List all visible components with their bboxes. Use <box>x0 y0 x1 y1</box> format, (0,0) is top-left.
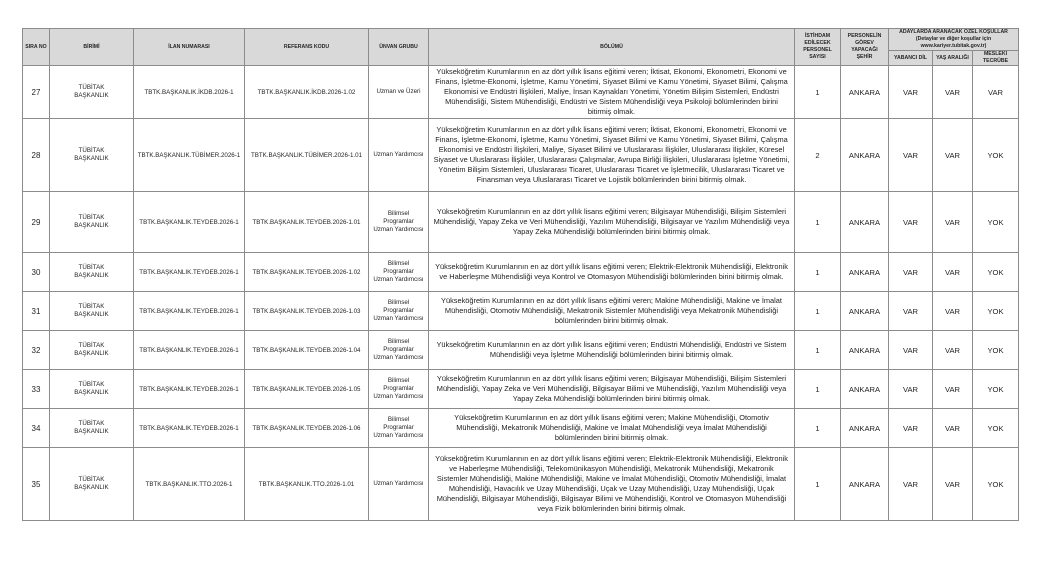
cell-birim <box>50 66 134 119</box>
cell-personel-sayisi: 1 <box>795 192 841 253</box>
header-sehir <box>841 29 889 66</box>
cell-personel-sayisi: 1 <box>795 409 841 448</box>
unvan-line: Uzman Yardımcısı <box>373 276 424 283</box>
document-page <box>22 28 1018 521</box>
cell-bolum: Yükseköğretim Kurumlarının en az dört yıllık lisans eğitimi veren; Makine Mühendisliği, Otomotiv Mühendisliği, Mekatronik Mühendisliği, Makine ve İmalat Mühendisliği veya İmalat Mühendisliği bölümlerinden birini bitirmiş olmak. <box>429 409 795 448</box>
cell-sira-no: 34 <box>23 409 50 448</box>
header-tecrube-line: TECRÜBE <box>982 58 1009 64</box>
header-unvan-grubu: ÜNVAN GRUBU <box>369 29 429 66</box>
cell-yabanci-dil: VAR <box>889 370 933 409</box>
cell-bolum: Yükseköğretim Kurumlarının en az dört yıllık lisans eğitimi veren; İktisat, Ekonomi, Ekonometri, Ekonomi ve Finans, İşletme-Ekonomi, İşletme, Kamu Yönetimi, Siyaset Bilimi ve Kamu Yönetimi, Siyaset Bilimi, Çalışma Ekonomisi ve Endüstri İlişkileri, Maliye, İnsan Kaynakları Yönetimi, Yönetim Bilişim Sistemleri, Endüstri Mühendisliği, Sistem Mühendisliği, Endüstri ve Sistem Mühendisliği veya Psikoloji bölümlerinden birini bitirmiş olmak. <box>429 66 795 119</box>
unvan-line: Bilimsel <box>387 416 410 423</box>
cell-unvan-grubu <box>369 253 429 292</box>
table-body <box>23 66 1019 521</box>
birim-line: BAŞKANLIK <box>74 428 109 435</box>
unvan-line: Uzman Yardımcısı <box>373 226 424 233</box>
cell-bolum: Yükseköğretim Kurumlarının en az dört yıllık lisans eğitimi veren; Elektrik-Elektronik Mühendisliği, Elektronik ve Haberleşme Mühendisliği veya Kontrol ve Otomasyon Mühendisliği bölümlerinden birini bitirmiş olmak. <box>429 253 795 292</box>
unvan-line: Programlar <box>383 268 414 275</box>
unvan-line: Bilimsel <box>387 260 410 267</box>
header-istihdam-line: PERSONEL <box>803 47 832 53</box>
cell-personel-sayisi: 1 <box>795 292 841 331</box>
cell-birim <box>50 292 134 331</box>
header-istihdam <box>795 29 841 66</box>
cell-ilan-numarasi: TBTK.BAŞKANLIK.TTO.2026-1 <box>134 448 245 521</box>
cell-bolum: Yükseköğretim Kurumlarının en az dört yıllık lisans eğitimi veren; Bilgisayar Mühendisliği, Bilişim Sistemleri Mühendisliği, Yapay Zeka ve Veri Mühendisliği, Yazılım Mühendisliği, Bilgisayar ve Yazılım Mühendisliği veya Yapay Zeka Mühendisliği bölümlerinden birini bitirmiş olmak. <box>429 192 795 253</box>
cell-mesleki-tecrube: YOK <box>973 292 1019 331</box>
cell-referans-kodu: TBTK.BAŞKANLIK.TEYDEB.2026-1.02 <box>245 253 369 292</box>
cell-sehir: ANKARA <box>841 66 889 119</box>
header-ozel-kosullar-line: ADAYLARDA ARANACAK ÖZEL KOŞULLAR <box>899 29 1008 35</box>
unvan-line: Bilimsel <box>387 299 410 306</box>
cell-yabanci-dil: VAR <box>889 253 933 292</box>
unvan-line: Programlar <box>383 307 414 314</box>
header-ozel-kosullar <box>889 29 1019 51</box>
unvan-line: Uzman Yardımcısı <box>373 354 424 361</box>
cell-yas-araligi: VAR <box>933 448 973 521</box>
cell-ilan-numarasi: TBTK.BAŞKANLIK.TEYDEB.2026-1 <box>134 409 245 448</box>
cell-sehir: ANKARA <box>841 192 889 253</box>
cell-referans-kodu: TBTK.BAŞKANLIK.İKDB.2026-1.02 <box>245 66 369 119</box>
cell-unvan-grubu <box>369 331 429 370</box>
table-row <box>23 192 1019 253</box>
unvan-line: Programlar <box>383 218 414 225</box>
header-mesleki-tecrube <box>973 51 1019 66</box>
header-istihdam-line: SAYISI <box>809 54 826 60</box>
birim-line: TÜBİTAK <box>78 476 105 483</box>
cell-sira-no: 30 <box>23 253 50 292</box>
unvan-line: Bilimsel <box>387 210 410 217</box>
cell-ilan-numarasi: TBTK.BAŞKANLIK.İKDB.2026-1 <box>134 66 245 119</box>
header-istihdam-line: EDİLECEK <box>804 40 831 46</box>
cell-unvan-grubu <box>369 448 429 521</box>
cell-birim <box>50 331 134 370</box>
cell-referans-kodu: TBTK.BAŞKANLIK.TEYDEB.2026-1.05 <box>245 370 369 409</box>
table-row <box>23 119 1019 192</box>
cell-yabanci-dil: VAR <box>889 292 933 331</box>
job-postings-table <box>22 28 1019 521</box>
cell-yabanci-dil: VAR <box>889 192 933 253</box>
header-yas-araligi: YAŞ ARALIĞI <box>933 51 973 66</box>
table-row <box>23 331 1019 370</box>
cell-mesleki-tecrube: YOK <box>973 192 1019 253</box>
cell-birim <box>50 448 134 521</box>
cell-ilan-numarasi: TBTK.BAŞKANLIK.TEYDEB.2026-1 <box>134 192 245 253</box>
cell-personel-sayisi: 1 <box>795 370 841 409</box>
cell-ilan-numarasi: TBTK.BAŞKANLIK.TEYDEB.2026-1 <box>134 253 245 292</box>
unvan-line: Programlar <box>383 424 414 431</box>
table-row <box>23 253 1019 292</box>
cell-bolum: Yükseköğretim Kurumlarının en az dört yıllık lisans eğitimi veren; Bilgisayar Mühendisliği, Bilişim Sistemleri Mühendisliği, Yapay Zeka ve Veri Mühendisliği, Bilgisayar Bilimi ve Mühendisliği, Yazılım Mühendisliği veya Yapay Zeka Mühendisliği bölümlerinden birini bitirmiş olmak. <box>429 370 795 409</box>
header-ozel-kosullar-link[interactable]: www.kariyer.tubitak.gov.tr) <box>920 43 987 49</box>
header-sehir-line: GÖREV <box>855 40 874 46</box>
cell-unvan-grubu <box>369 66 429 119</box>
cell-sira-no: 31 <box>23 292 50 331</box>
cell-ilan-numarasi: TBTK.BAŞKANLIK.TEYDEB.2026-1 <box>134 370 245 409</box>
cell-mesleki-tecrube: YOK <box>973 448 1019 521</box>
cell-sira-no: 27 <box>23 66 50 119</box>
header-sehir-line: YAPACAĞI <box>851 47 878 53</box>
cell-sira-no: 28 <box>23 119 50 192</box>
cell-ilan-numarasi: TBTK.BAŞKANLIK.TEYDEB.2026-1 <box>134 292 245 331</box>
cell-personel-sayisi: 1 <box>795 66 841 119</box>
header-sehir-line: PERSONELİN <box>847 33 882 39</box>
table-row <box>23 370 1019 409</box>
cell-sehir: ANKARA <box>841 292 889 331</box>
birim-line: TÜBİTAK <box>78 264 105 271</box>
cell-referans-kodu: TBTK.BAŞKANLIK.TEYDEB.2026-1.03 <box>245 292 369 331</box>
cell-personel-sayisi: 1 <box>795 253 841 292</box>
cell-referans-kodu: TBTK.BAŞKANLIK.TEYDEB.2026-1.06 <box>245 409 369 448</box>
cell-ilan-numarasi: TBTK.BAŞKANLIK.TEYDEB.2026-1 <box>134 331 245 370</box>
header-referans-kodu: REFERANS KODU <box>245 29 369 66</box>
cell-yas-araligi: VAR <box>933 66 973 119</box>
unvan-line: Bilimsel <box>387 338 410 345</box>
cell-yas-araligi: VAR <box>933 253 973 292</box>
cell-birim <box>50 253 134 292</box>
cell-sira-no: 29 <box>23 192 50 253</box>
header-sehir-line: ŞEHİR <box>856 54 873 60</box>
unvan-line: Programlar <box>383 346 414 353</box>
cell-referans-kodu: TBTK.BAŞKANLIK.TEYDEB.2026-1.01 <box>245 192 369 253</box>
unvan-line: Bilimsel <box>387 377 410 384</box>
cell-sehir: ANKARA <box>841 331 889 370</box>
cell-bolum: Yükseköğretim Kurumlarının en az dört yıllık lisans eğitimi veren; Elektrik-Elektronik Mühendisliği, Elektronik ve Haberleşme Mühendisliği, Telekomünikasyon Mühendisliği, Mekatronik Mühendisliği, Mekatronik Sistemler Mühendisliği, Makine Mühendisliği, Makine ve İmalat Mühendisliği, Otomotiv Mühendisliği, İmalat Mühendisliği, Havacılık ve Uzay Mühendisliği, Uçak ve Uzay Mühendisliği, Uzay Mühendisliği, Uçak Mühendisliği, Bilgisayar Mühendisliği, Bilgisayar Bilimi ve Mühendisliği, Kontrol ve Otomasyon Mühendisliği veya Fizik bölümlerinden birini bitirmiş olmak. <box>429 448 795 521</box>
cell-mesleki-tecrube: YOK <box>973 370 1019 409</box>
cell-bolum: Yükseköğretim Kurumlarının en az dört yıllık lisans eğitimi veren; İktisat, Ekonomi, Ekonometri, Ekonomi ve Finans, İşletme-Ekonomi, İşletme, Kamu Yönetimi, Siyaset Bilimi ve Kamu Yönetimi, Siyaset Bilimi, Çalışma Ekonomisi ve Endüstri İlişkileri, Maliye, Siyaset Bilimi ve Uluslararası İlişkiler, Uluslararası İlişkiler, Küresel Siyaset ve Uluslararası İlişkiler, Uluslararası Çalışmalar, Avrupa Birliği İlişkileri, Uluslararası İşletme Yönetimi, Yönetim Bilişim Sistemleri, Uluslararası Ticaret, Uluslararası Ticaret ve İşletmecilik, Uluslararası Ticaret ve Finansman veya Uluslararası Ticaret ve Lojistik bölümlerinden birini bitirmiş olmak. <box>429 119 795 192</box>
header-birim: BİRİMİ <box>50 29 134 66</box>
header-tecrube-line: MESLEKİ <box>983 51 1008 57</box>
cell-bolum: Yükseköğretim Kurumlarının en az dört yıllık lisans eğitimi veren; Endüstri Mühendisliği, Endüstri ve Sistem Mühendisliği veya İşletme Mühendisliği bölümlerinden birini bitirmiş olmak. <box>429 331 795 370</box>
header-bolum: BÖLÜMÜ <box>429 29 795 66</box>
birim-line: BAŞKANLIK <box>74 350 109 357</box>
unvan-line: Uzman ve Üzeri <box>376 88 421 95</box>
birim-line: TÜBİTAK <box>78 84 105 91</box>
cell-yas-araligi: VAR <box>933 331 973 370</box>
header-istihdam-line: İSTİHDAM <box>804 33 831 39</box>
cell-yabanci-dil: VAR <box>889 66 933 119</box>
cell-unvan-grubu <box>369 292 429 331</box>
birim-line: TÜBİTAK <box>78 147 105 154</box>
cell-sehir: ANKARA <box>841 253 889 292</box>
cell-mesleki-tecrube: YOK <box>973 119 1019 192</box>
cell-unvan-grubu <box>369 192 429 253</box>
table-row <box>23 66 1019 119</box>
cell-yabanci-dil: VAR <box>889 119 933 192</box>
cell-yas-araligi: VAR <box>933 119 973 192</box>
cell-referans-kodu: TBTK.BAŞKANLIK.TTO.2026-1.01 <box>245 448 369 521</box>
cell-referans-kodu: TBTK.BAŞKANLIK.TEYDEB.2026-1.04 <box>245 331 369 370</box>
birim-line: BAŞKANLIK <box>74 389 109 396</box>
cell-mesleki-tecrube: VAR <box>973 66 1019 119</box>
cell-sehir: ANKARA <box>841 370 889 409</box>
cell-birim <box>50 370 134 409</box>
table-header <box>23 29 1019 66</box>
birim-line: TÜBİTAK <box>78 303 105 310</box>
cell-sehir: ANKARA <box>841 409 889 448</box>
table-row <box>23 292 1019 331</box>
birim-line: TÜBİTAK <box>78 214 105 221</box>
table-row <box>23 409 1019 448</box>
cell-mesleki-tecrube: YOK <box>973 331 1019 370</box>
cell-yas-araligi: VAR <box>933 409 973 448</box>
birim-line: TÜBİTAK <box>78 420 105 427</box>
cell-yabanci-dil: VAR <box>889 409 933 448</box>
unvan-line: Uzman Yardımcısı <box>373 432 424 439</box>
header-yabanci-dil: YABANCI DİL <box>889 51 933 66</box>
cell-mesleki-tecrube: YOK <box>973 409 1019 448</box>
cell-personel-sayisi: 1 <box>795 331 841 370</box>
cell-birim <box>50 192 134 253</box>
unvan-line: Uzman Yardımcısı <box>373 480 424 487</box>
birim-line: BAŞKANLIK <box>74 484 109 491</box>
header-ozel-kosullar-line: (Detaylar ve diğer koşullar için <box>915 36 992 42</box>
cell-mesleki-tecrube: YOK <box>973 253 1019 292</box>
header-sira-no: SIRA NO <box>23 29 50 66</box>
cell-unvan-grubu <box>369 370 429 409</box>
cell-birim <box>50 119 134 192</box>
unvan-line: Programlar <box>383 385 414 392</box>
cell-yas-araligi: VAR <box>933 292 973 331</box>
unvan-line: Uzman Yardımcısı <box>373 151 424 158</box>
unvan-line: Uzman Yardımcısı <box>373 393 424 400</box>
birim-line: BAŞKANLIK <box>74 92 109 99</box>
cell-personel-sayisi: 2 <box>795 119 841 192</box>
cell-sira-no: 33 <box>23 370 50 409</box>
birim-line: TÜBİTAK <box>78 342 105 349</box>
cell-yabanci-dil: VAR <box>889 448 933 521</box>
birim-line: BAŞKANLIK <box>74 222 109 229</box>
cell-yas-araligi: VAR <box>933 370 973 409</box>
cell-bolum: Yükseköğretim Kurumlarının en az dört yıllık lisans eğitimi veren; Makine Mühendisliği, Makine ve İmalat Mühendisliği, Otomotiv Mühendisliği, Mekatronik Sistemler Mühendisliği veya Mekatronik Mühendisliği bölümlerinden birini bitirmiş olmak. <box>429 292 795 331</box>
cell-sira-no: 32 <box>23 331 50 370</box>
cell-birim <box>50 409 134 448</box>
cell-unvan-grubu <box>369 409 429 448</box>
cell-referans-kodu: TBTK.BAŞKANLIK.TÜBİMER.2026-1.01 <box>245 119 369 192</box>
cell-yabanci-dil: VAR <box>889 331 933 370</box>
cell-sehir: ANKARA <box>841 448 889 521</box>
table-row <box>23 448 1019 521</box>
birim-line: TÜBİTAK <box>78 381 105 388</box>
birim-line: BAŞKANLIK <box>74 155 109 162</box>
cell-personel-sayisi: 1 <box>795 448 841 521</box>
cell-ilan-numarasi: TBTK.BAŞKANLIK.TÜBİMER.2026-1 <box>134 119 245 192</box>
cell-yas-araligi: VAR <box>933 192 973 253</box>
birim-line: BAŞKANLIK <box>74 272 109 279</box>
cell-sira-no: 35 <box>23 448 50 521</box>
header-ilan-numarasi: İLAN NUMARASI <box>134 29 245 66</box>
cell-sehir: ANKARA <box>841 119 889 192</box>
birim-line: BAŞKANLIK <box>74 311 109 318</box>
cell-unvan-grubu <box>369 119 429 192</box>
unvan-line: Uzman Yardımcısı <box>373 315 424 322</box>
